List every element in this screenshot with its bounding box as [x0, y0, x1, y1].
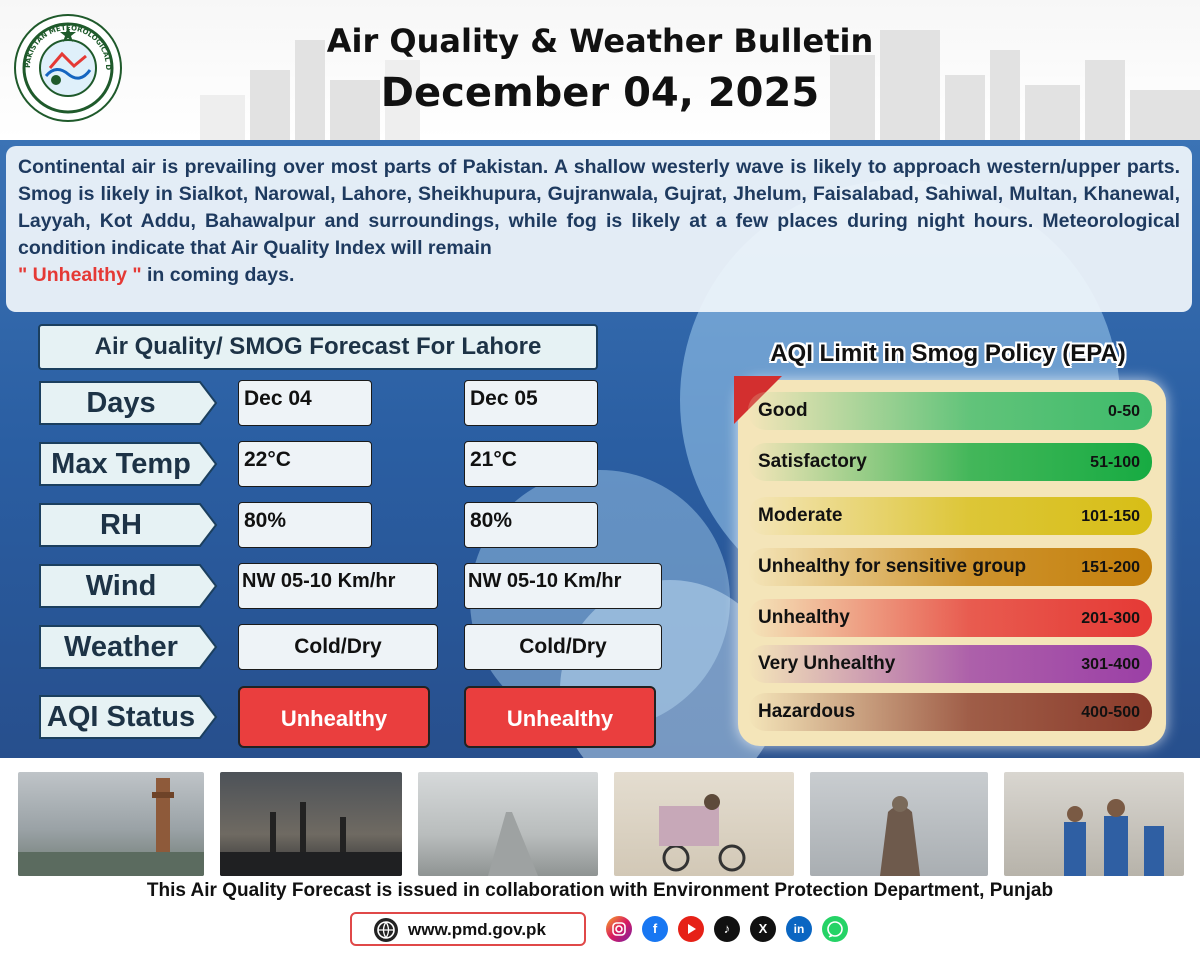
day2-aqi-status: Unhealthy	[464, 686, 656, 748]
x-icon[interactable]: X	[750, 916, 776, 942]
photo-industrial-smoke	[220, 772, 402, 876]
photo-smog-minaret	[18, 772, 204, 876]
tiktok-icon[interactable]: ♪	[714, 916, 740, 942]
website-url: www.pmd.gov.pk	[408, 920, 546, 939]
header	[0, 0, 1200, 140]
website-link[interactable]	[350, 912, 586, 946]
aqi-level-satisfactory: Satisfactory 51-100	[748, 443, 1152, 481]
bulletin-title: Air Quality & Weather Bulletin	[326, 22, 874, 60]
youtube-icon[interactable]	[678, 916, 704, 942]
aqi-limit-heading: AQI Limit in Smog Policy (EPA)	[770, 340, 1126, 367]
forecast-title: Air Quality/ SMOG Forecast For Lahore	[38, 324, 598, 370]
day1-wind: NW 05-10 Km/hr	[238, 563, 438, 609]
aqi-level-hazardous: Hazardous 400-500	[748, 693, 1152, 731]
aqi-level-moderate: Moderate 101-150	[748, 497, 1152, 535]
bulletin-date: December 04, 2025	[380, 70, 820, 116]
photo-cyclist-in-fog	[614, 772, 794, 876]
day2-rh: 80%	[464, 502, 598, 548]
synopsis-tail: in coming days.	[147, 264, 295, 286]
synopsis-aqi-highlight: " Unhealthy "	[18, 264, 142, 286]
aqi-level-good: Good 0-50	[748, 392, 1152, 430]
row-label-weather: Weather	[38, 624, 218, 670]
svg-text:PAKISTAN METEOROLOGICAL DEPART: PAKISTAN METEOROLOGICAL D	[23, 23, 113, 71]
day1-aqi-status: Unhealthy	[238, 686, 430, 748]
row-label-wind: Wind	[38, 563, 218, 609]
synopsis-text	[6, 146, 1192, 312]
day2-date: Dec 05	[464, 380, 598, 426]
day2-weather: Cold/Dry	[464, 624, 662, 670]
photo-person-in-smog	[810, 772, 988, 876]
row-label-max-temp: Max Temp	[38, 441, 218, 487]
row-label-days: Days	[38, 380, 218, 426]
aqi-level-unhealthy-sensitive: Unhealthy for sensitive group 151-200	[748, 548, 1152, 586]
row-label-rh: RH	[38, 502, 218, 548]
linkedin-icon[interactable]: in	[786, 916, 812, 942]
whatsapp-icon[interactable]	[822, 916, 848, 942]
facebook-icon[interactable]: f	[642, 916, 668, 942]
day2-wind: NW 05-10 Km/hr	[464, 563, 662, 609]
photo-students-with-masks	[1004, 772, 1184, 876]
aqi-level-unhealthy: Unhealthy 201-300	[748, 599, 1152, 637]
day1-date: Dec 04	[238, 380, 372, 426]
row-label-aqi-status: AQI Status	[38, 694, 218, 740]
day1-weather: Cold/Dry	[238, 624, 438, 670]
synopsis-body: Continental air is prevailing over most parts of Pakistan. A shallow westerly wave is likely to approach western/upper parts. Smog is likely in Sialkot, Narowal, Lahore, Sheikhupura, Gujranwala, Gujrat, Jhelum, Faisalabad, Sahiwal, Multan, Khanewal, Layyah, Kot Addu, Bahawalpur and surroundings, while fog is likely at a few places during night hours. Meteorological condition indicate that Air Quality Index will remain	[18, 156, 1180, 259]
day2-max-temp: 21°C	[464, 441, 598, 487]
day1-max-temp: 22°C	[238, 441, 372, 487]
collaboration-note: This Air Quality Forecast is issued in collaboration with Environment Protection Department, Punjab	[146, 880, 1054, 901]
instagram-icon[interactable]	[606, 916, 632, 942]
aqi-level-very-unhealthy: Very Unhealthy 301-400	[748, 645, 1152, 683]
globe-icon	[374, 918, 398, 942]
photo-foggy-road	[418, 772, 598, 876]
day1-rh: 80%	[238, 502, 372, 548]
pmd-logo	[14, 14, 122, 122]
